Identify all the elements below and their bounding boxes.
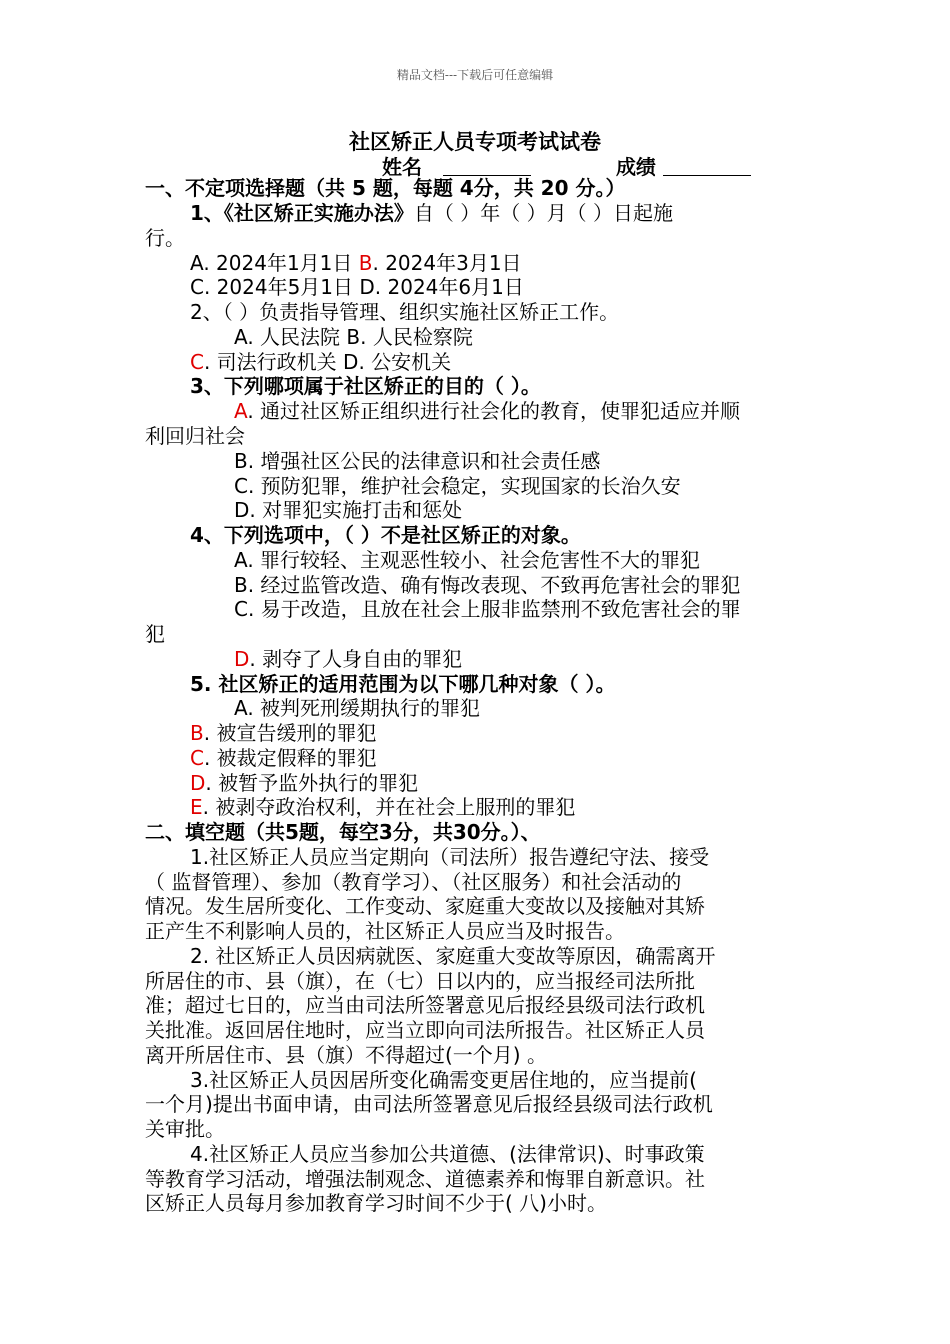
text-segment: C. 预防犯罪，维护社会稳定，实现国家的长治久安 — [234, 474, 681, 498]
text-segment: 情况。发生居所变化、工作变动、家庭重大变故以及接触对其矫 — [145, 894, 705, 918]
text-line — [234, 498, 462, 522]
text-line — [145, 820, 541, 844]
text-line — [145, 1167, 705, 1191]
answer-letter: B — [190, 721, 204, 745]
text-segment: 3.社区矫正人员因居所变化确需变更居住地的，应当提前( — [190, 1068, 697, 1092]
text-segment: 4、下列选项中，（ ）不是社区矫正的对象。 — [190, 523, 581, 547]
page-header: 精品文档---下载后可任意编辑 — [396, 68, 554, 82]
text-line — [190, 721, 376, 745]
text-line — [234, 474, 681, 498]
text-segment: 区矫正人员每月参加教育学习时间不少于( 八)小时。 — [145, 1191, 607, 1215]
text-segment: . 被暂予监外执行的罪犯 — [205, 771, 419, 795]
text-segment: 关批准。返回居住地时，应当立即向司法所报告。社区矫正人员 — [145, 1018, 705, 1042]
text-line — [145, 1018, 705, 1042]
text-line — [190, 672, 615, 696]
text-segment: 一、不定项选择题（共 5 题，每题 4分，共 20 分。） — [145, 176, 626, 200]
text-line — [234, 399, 740, 423]
text-line — [234, 325, 473, 349]
text-segment: 2、（ ）负责指导管理、组织实施社区矫正工作。 — [190, 300, 620, 324]
text-line — [234, 647, 462, 671]
text-line — [145, 894, 705, 918]
text-line — [190, 795, 575, 819]
text-segment: . 通过社区矫正组织进行社会化的教育，使罪犯适应并顺 — [247, 399, 741, 423]
text-line — [145, 1092, 713, 1116]
text-segment: A. 2024年1月1日 — [190, 251, 359, 275]
text-segment: 4.社区矫正人员应当参加公共道德、(法律常识)、时事政策 — [190, 1142, 705, 1166]
text-line — [145, 993, 705, 1017]
text-line — [145, 870, 681, 894]
text-segment: C. 2024年5月1日 D. 2024年6月1日 — [190, 275, 524, 299]
text-segment: 二、填空题（共5题，每空3分，共30分。）、 — [145, 820, 541, 844]
text-line — [190, 746, 377, 770]
text-line — [190, 374, 541, 398]
text-line — [190, 350, 451, 374]
text-segment: 关审批。 — [145, 1117, 225, 1141]
text-segment: 正产生不利影响人员的，社区矫正人员应当及时报告。 — [145, 919, 625, 943]
text-segment: 等教育学习活动，增强法制观念、道德素养和悔罪自新意识。社 — [145, 1167, 705, 1191]
text-line — [145, 1191, 607, 1215]
text-line — [145, 919, 625, 943]
answer-letter: D — [234, 647, 250, 671]
name-blank[interactable] — [443, 157, 531, 176]
text-line — [145, 969, 695, 993]
answer-letter: A — [234, 399, 248, 423]
text-line — [190, 523, 581, 547]
text-segment: （ 监督管理）、参加（教育学习）、（社区服务）和社会活动的 — [145, 870, 682, 894]
text-line — [190, 771, 418, 795]
text-segment: . 被宣告缓刑的罪犯 — [203, 721, 377, 745]
text-segment: B. 增强社区公民的法律意识和社会责任感 — [234, 449, 601, 473]
text-line — [234, 696, 480, 720]
text-segment: 利回归社会 — [145, 424, 245, 448]
answer-letter: C — [190, 746, 204, 770]
text-segment: 准；超过七日的，应当由司法所签署意见后报经县级司法行政机 — [145, 993, 705, 1017]
text-segment: 行。 — [145, 226, 185, 250]
text-line — [234, 573, 740, 597]
text-line — [234, 597, 741, 621]
answer-letter: D — [190, 771, 206, 795]
answer-letter: B — [358, 251, 373, 275]
answer-letter: C — [190, 350, 204, 374]
text-line — [190, 275, 524, 299]
text-line — [190, 845, 709, 869]
text-line — [190, 944, 715, 968]
text-line — [190, 1068, 697, 1092]
text-segment: C. 易于改造，且放在社会上服非监禁刑不致危害社会的罪 — [234, 597, 741, 621]
text-segment: 犯 — [145, 622, 165, 646]
score-label: 成绩 — [615, 155, 656, 179]
text-line — [145, 176, 625, 200]
text-segment: 2. 社区矫正人员因病就医、家庭重大变故等原因，确需离开 — [190, 944, 716, 968]
text-segment: D. 对罪犯实施打击和惩处 — [234, 498, 463, 522]
text-segment: B. 经过监管改造、确有悔改表现、不致再危害社会的罪犯 — [234, 573, 741, 597]
text-segment: . 司法行政机关 D. 公安机关 — [203, 350, 452, 374]
text-line — [190, 201, 673, 225]
text-line — [234, 548, 700, 572]
text-segment: 1、《社区矫正实施办法》 — [190, 201, 414, 225]
text-line — [145, 1117, 225, 1141]
text-line — [190, 1142, 705, 1166]
text-segment: A. 人民法院 B. 人民检察院 — [234, 325, 473, 349]
text-segment: . 被剥夺政治权利，并在社会上服刑的罪犯 — [202, 795, 576, 819]
text-line — [190, 251, 522, 275]
score-blank[interactable] — [663, 157, 751, 176]
exam-title: 社区矫正人员专项考试试卷 — [349, 129, 601, 154]
text-segment: 5. 社区矫正的适用范围为以下哪几种对象（ ）。 — [190, 672, 616, 696]
name-label: 姓名 — [382, 155, 422, 179]
text-segment: 1.社区矫正人员应当定期向（司法所）报告遵纪守法、接受 — [190, 845, 710, 869]
text-segment: 离开所居住市、县（旗）不得超过(一个月) 。 — [145, 1043, 547, 1067]
text-segment: . 2024年3月1日 — [372, 251, 522, 275]
text-line — [234, 449, 600, 473]
text-line — [190, 300, 619, 324]
text-line — [145, 424, 245, 448]
text-segment: . 被裁定假释的罪犯 — [203, 746, 377, 770]
text-line — [145, 226, 185, 250]
text-segment: 一个月)提出书面申请，由司法所签署意见后报经县级司法行政机 — [145, 1092, 713, 1116]
text-segment: . 剥夺了人身自由的罪犯 — [249, 647, 463, 671]
text-segment: A. 被判死刑缓期执行的罪犯 — [234, 696, 481, 720]
text-segment: 自（ ）年（ ）月（ ）日起施 — [413, 201, 673, 225]
text-line — [145, 622, 165, 646]
text-segment: 3、下列哪项属于社区矫正的目的（ ）。 — [190, 374, 541, 398]
answer-letter: E — [190, 795, 203, 819]
text-line — [145, 1043, 547, 1067]
text-segment: A. 罪行较轻、主观恶性较小、社会危害性不大的罪犯 — [234, 548, 701, 572]
text-segment: 所居住的市、县（旗），在（七）日以内的，应当报经司法所批 — [145, 969, 695, 993]
